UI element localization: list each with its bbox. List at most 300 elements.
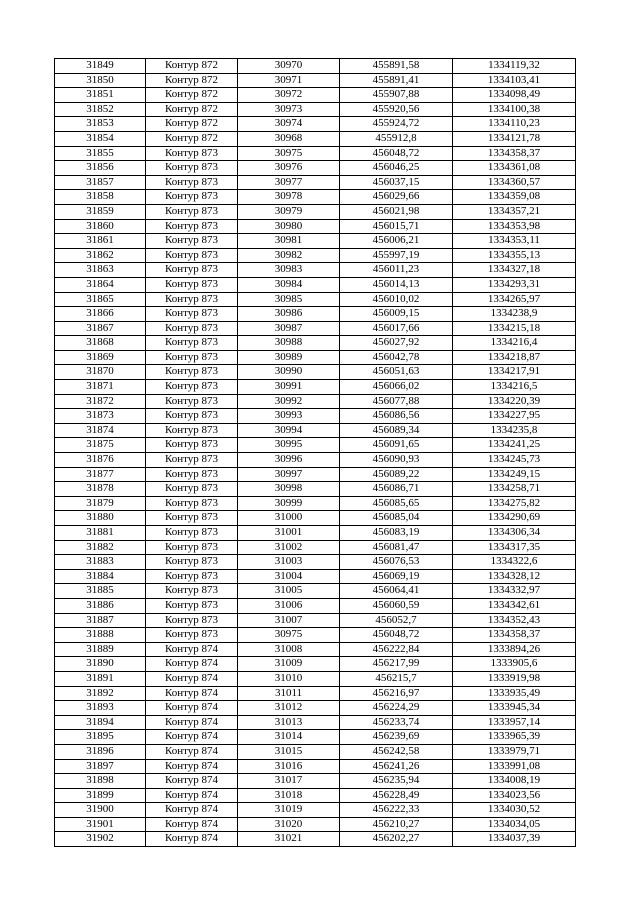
contour-name-cell: Контур 872 — [146, 102, 238, 117]
contour-name-cell: Контур 873 — [146, 613, 238, 628]
x-coordinate-cell: 456042,78 — [340, 350, 453, 365]
vertex-number-cell: 31002 — [238, 540, 340, 555]
vertex-number-cell: 30975 — [238, 146, 340, 161]
contour-name-cell: Контур 874 — [146, 832, 238, 847]
coordinates-table — [54, 58, 576, 847]
point-number-cell: 31871 — [55, 380, 146, 395]
y-coordinate-cell: 1334245,73 — [453, 453, 576, 468]
contour-name-cell: Контур 872 — [146, 131, 238, 146]
vertex-number-cell: 31004 — [238, 569, 340, 584]
table-row — [55, 336, 576, 351]
vertex-number-cell: 31014 — [238, 730, 340, 745]
vertex-number-cell: 30981 — [238, 234, 340, 249]
x-coordinate-cell: 455920,56 — [340, 102, 453, 117]
vertex-number-cell: 30993 — [238, 409, 340, 424]
contour-name-cell: Контур 874 — [146, 744, 238, 759]
contour-name-cell: Контур 873 — [146, 380, 238, 395]
contour-name-cell: Контур 874 — [146, 730, 238, 745]
x-coordinate-cell: 456202,27 — [340, 832, 453, 847]
x-coordinate-cell: 456217,99 — [340, 657, 453, 672]
table-row — [55, 598, 576, 613]
x-coordinate-cell: 456006,21 — [340, 234, 453, 249]
vertex-number-cell: 30970 — [238, 59, 340, 74]
contour-name-cell: Контур 873 — [146, 263, 238, 278]
point-number-cell: 31895 — [55, 730, 146, 745]
contour-name-cell: Контур 873 — [146, 234, 238, 249]
y-coordinate-cell: 1334215,18 — [453, 321, 576, 336]
table-row — [55, 642, 576, 657]
point-number-cell: 31887 — [55, 613, 146, 628]
table-row — [55, 832, 576, 847]
y-coordinate-cell: 1334358,37 — [453, 628, 576, 643]
point-number-cell: 31889 — [55, 642, 146, 657]
contour-name-cell: Контур 873 — [146, 482, 238, 497]
point-number-cell: 31883 — [55, 555, 146, 570]
table-row — [55, 701, 576, 716]
contour-name-cell: Контур 874 — [146, 657, 238, 672]
x-coordinate-cell: 455912,8 — [340, 131, 453, 146]
x-coordinate-cell: 456046,25 — [340, 161, 453, 176]
point-number-cell: 31867 — [55, 321, 146, 336]
y-coordinate-cell: 1334342,61 — [453, 598, 576, 613]
y-coordinate-cell: 1333905,6 — [453, 657, 576, 672]
point-number-cell: 31865 — [55, 292, 146, 307]
point-number-cell: 31892 — [55, 686, 146, 701]
y-coordinate-cell: 1334359,08 — [453, 190, 576, 205]
y-coordinate-cell: 1334275,82 — [453, 496, 576, 511]
vertex-number-cell: 30992 — [238, 394, 340, 409]
point-number-cell: 31855 — [55, 146, 146, 161]
x-coordinate-cell: 456066,02 — [340, 380, 453, 395]
vertex-number-cell: 30985 — [238, 292, 340, 307]
point-number-cell: 31882 — [55, 540, 146, 555]
contour-name-cell: Контур 873 — [146, 409, 238, 424]
contour-name-cell: Контур 873 — [146, 569, 238, 584]
y-coordinate-cell: 1334034,05 — [453, 817, 576, 832]
vertex-number-cell: 31008 — [238, 642, 340, 657]
vertex-number-cell: 30976 — [238, 161, 340, 176]
x-coordinate-cell: 456015,71 — [340, 219, 453, 234]
table-row — [55, 161, 576, 176]
x-coordinate-cell: 456076,53 — [340, 555, 453, 570]
table-row — [55, 540, 576, 555]
y-coordinate-cell: 1334293,31 — [453, 277, 576, 292]
x-coordinate-cell: 456233,74 — [340, 715, 453, 730]
table-row — [55, 715, 576, 730]
vertex-number-cell: 30990 — [238, 365, 340, 380]
vertex-number-cell: 31003 — [238, 555, 340, 570]
point-number-cell: 31878 — [55, 482, 146, 497]
vertex-number-cell: 30995 — [238, 438, 340, 453]
y-coordinate-cell: 1334238,9 — [453, 307, 576, 322]
x-coordinate-cell: 456051,63 — [340, 365, 453, 380]
table-row — [55, 59, 576, 74]
y-coordinate-cell: 1334249,15 — [453, 467, 576, 482]
table-row — [55, 467, 576, 482]
table-row — [55, 190, 576, 205]
y-coordinate-cell: 1334235,8 — [453, 423, 576, 438]
x-coordinate-cell: 455997,19 — [340, 248, 453, 263]
vertex-number-cell: 31001 — [238, 526, 340, 541]
contour-name-cell: Контур 873 — [146, 190, 238, 205]
vertex-number-cell: 30968 — [238, 131, 340, 146]
table-row — [55, 175, 576, 190]
y-coordinate-cell: 1334098,49 — [453, 88, 576, 103]
contour-name-cell: Контур 873 — [146, 292, 238, 307]
point-number-cell: 31881 — [55, 526, 146, 541]
x-coordinate-cell: 456060,59 — [340, 598, 453, 613]
x-coordinate-cell: 456009,15 — [340, 307, 453, 322]
table-row — [55, 350, 576, 365]
y-coordinate-cell: 1334216,5 — [453, 380, 576, 395]
y-coordinate-cell: 1334322,6 — [453, 555, 576, 570]
vertex-number-cell: 30978 — [238, 190, 340, 205]
table-row — [55, 555, 576, 570]
x-coordinate-cell: 456064,41 — [340, 584, 453, 599]
point-number-cell: 31897 — [55, 759, 146, 774]
table-row — [55, 453, 576, 468]
y-coordinate-cell: 1334241,25 — [453, 438, 576, 453]
contour-name-cell: Контур 874 — [146, 759, 238, 774]
contour-name-cell: Контур 874 — [146, 715, 238, 730]
vertex-number-cell: 31015 — [238, 744, 340, 759]
table-row — [55, 365, 576, 380]
y-coordinate-cell: 1334030,52 — [453, 803, 576, 818]
y-coordinate-cell: 1334352,43 — [453, 613, 576, 628]
vertex-number-cell: 31016 — [238, 759, 340, 774]
contour-name-cell: Контур 874 — [146, 774, 238, 789]
table-row — [55, 88, 576, 103]
table-row — [55, 730, 576, 745]
point-number-cell: 31849 — [55, 59, 146, 74]
x-coordinate-cell: 455907,88 — [340, 88, 453, 103]
point-number-cell: 31896 — [55, 744, 146, 759]
point-number-cell: 31857 — [55, 175, 146, 190]
y-coordinate-cell: 1334355,13 — [453, 248, 576, 263]
y-coordinate-cell: 1334037,39 — [453, 832, 576, 847]
x-coordinate-cell: 456048,72 — [340, 628, 453, 643]
x-coordinate-cell: 456089,22 — [340, 467, 453, 482]
contour-name-cell: Контур 873 — [146, 321, 238, 336]
table-row — [55, 817, 576, 832]
y-coordinate-cell: 1333991,08 — [453, 759, 576, 774]
y-coordinate-cell: 1334306,34 — [453, 526, 576, 541]
table-row — [55, 146, 576, 161]
y-coordinate-cell: 1333957,14 — [453, 715, 576, 730]
y-coordinate-cell: 1333945,34 — [453, 701, 576, 716]
vertex-number-cell: 30979 — [238, 204, 340, 219]
vertex-number-cell: 30974 — [238, 117, 340, 132]
table-row — [55, 234, 576, 249]
vertex-number-cell: 31006 — [238, 598, 340, 613]
point-number-cell: 31899 — [55, 788, 146, 803]
table-row — [55, 307, 576, 322]
table-row — [55, 117, 576, 132]
vertex-number-cell: 31021 — [238, 832, 340, 847]
contour-name-cell: Контур 874 — [146, 788, 238, 803]
vertex-number-cell: 30982 — [238, 248, 340, 263]
x-coordinate-cell: 456235,94 — [340, 774, 453, 789]
x-coordinate-cell: 455891,58 — [340, 59, 453, 74]
point-number-cell: 31858 — [55, 190, 146, 205]
x-coordinate-cell: 456021,98 — [340, 204, 453, 219]
y-coordinate-cell: 1333965,39 — [453, 730, 576, 745]
vertex-number-cell: 31010 — [238, 671, 340, 686]
x-coordinate-cell: 456069,19 — [340, 569, 453, 584]
point-number-cell: 31877 — [55, 467, 146, 482]
x-coordinate-cell: 456011,23 — [340, 263, 453, 278]
y-coordinate-cell: 1334357,21 — [453, 204, 576, 219]
contour-name-cell: Контур 874 — [146, 671, 238, 686]
vertex-number-cell: 30996 — [238, 453, 340, 468]
x-coordinate-cell: 456037,15 — [340, 175, 453, 190]
y-coordinate-cell: 1334008,19 — [453, 774, 576, 789]
table-row — [55, 584, 576, 599]
y-coordinate-cell: 1333894,26 — [453, 642, 576, 657]
x-coordinate-cell: 456090,93 — [340, 453, 453, 468]
table-row — [55, 248, 576, 263]
point-number-cell: 31863 — [55, 263, 146, 278]
contour-name-cell: Контур 873 — [146, 628, 238, 643]
x-coordinate-cell: 456014,13 — [340, 277, 453, 292]
vertex-number-cell: 31020 — [238, 817, 340, 832]
contour-name-cell: Контур 873 — [146, 467, 238, 482]
vertex-number-cell: 31009 — [238, 657, 340, 672]
y-coordinate-cell: 1334216,4 — [453, 336, 576, 351]
x-coordinate-cell: 456089,34 — [340, 423, 453, 438]
y-coordinate-cell: 1334103,41 — [453, 73, 576, 88]
y-coordinate-cell: 1334360,57 — [453, 175, 576, 190]
y-coordinate-cell: 1334258,71 — [453, 482, 576, 497]
table-row — [55, 657, 576, 672]
contour-name-cell: Контур 873 — [146, 453, 238, 468]
x-coordinate-cell: 455924,72 — [340, 117, 453, 132]
point-number-cell: 31873 — [55, 409, 146, 424]
vertex-number-cell: 30971 — [238, 73, 340, 88]
point-number-cell: 31869 — [55, 350, 146, 365]
y-coordinate-cell: 1334220,39 — [453, 394, 576, 409]
table-row — [55, 686, 576, 701]
vertex-number-cell: 30983 — [238, 263, 340, 278]
table-row — [55, 744, 576, 759]
contour-name-cell: Контур 872 — [146, 73, 238, 88]
table-row — [55, 496, 576, 511]
point-number-cell: 31898 — [55, 774, 146, 789]
point-number-cell: 31901 — [55, 817, 146, 832]
point-number-cell: 31875 — [55, 438, 146, 453]
table-row — [55, 394, 576, 409]
contour-name-cell: Контур 873 — [146, 598, 238, 613]
table-row — [55, 263, 576, 278]
contour-name-cell: Контур 873 — [146, 555, 238, 570]
x-coordinate-cell: 456228,49 — [340, 788, 453, 803]
table-row — [55, 292, 576, 307]
table-row — [55, 277, 576, 292]
table-row — [55, 409, 576, 424]
point-number-cell: 31902 — [55, 832, 146, 847]
contour-name-cell: Контур 873 — [146, 175, 238, 190]
table-row — [55, 803, 576, 818]
table-row — [55, 759, 576, 774]
y-coordinate-cell: 1334110,23 — [453, 117, 576, 132]
vertex-number-cell: 31017 — [238, 774, 340, 789]
point-number-cell: 31868 — [55, 336, 146, 351]
y-coordinate-cell: 1334121,78 — [453, 131, 576, 146]
vertex-number-cell: 31000 — [238, 511, 340, 526]
y-coordinate-cell: 1334265,97 — [453, 292, 576, 307]
vertex-number-cell: 31019 — [238, 803, 340, 818]
point-number-cell: 31876 — [55, 453, 146, 468]
vertex-number-cell: 30994 — [238, 423, 340, 438]
table-row — [55, 321, 576, 336]
table-row — [55, 569, 576, 584]
point-number-cell: 31862 — [55, 248, 146, 263]
contour-name-cell: Контур 873 — [146, 350, 238, 365]
x-coordinate-cell: 456086,56 — [340, 409, 453, 424]
point-number-cell: 31854 — [55, 131, 146, 146]
point-number-cell: 31872 — [55, 394, 146, 409]
x-coordinate-cell: 456052,7 — [340, 613, 453, 628]
y-coordinate-cell: 1334218,87 — [453, 350, 576, 365]
vertex-number-cell: 30975 — [238, 628, 340, 643]
x-coordinate-cell: 456083,19 — [340, 526, 453, 541]
table-row — [55, 204, 576, 219]
point-number-cell: 31870 — [55, 365, 146, 380]
point-number-cell: 31900 — [55, 803, 146, 818]
vertex-number-cell: 31005 — [238, 584, 340, 599]
x-coordinate-cell: 456215,7 — [340, 671, 453, 686]
x-coordinate-cell: 456222,33 — [340, 803, 453, 818]
table-row — [55, 628, 576, 643]
contour-name-cell: Контур 872 — [146, 59, 238, 74]
x-coordinate-cell: 456085,65 — [340, 496, 453, 511]
vertex-number-cell: 30989 — [238, 350, 340, 365]
point-number-cell: 31893 — [55, 701, 146, 716]
y-coordinate-cell: 1334353,11 — [453, 234, 576, 249]
contour-name-cell: Контур 873 — [146, 277, 238, 292]
y-coordinate-cell: 1334361,08 — [453, 161, 576, 176]
contour-name-cell: Контур 873 — [146, 394, 238, 409]
y-coordinate-cell: 1334023,56 — [453, 788, 576, 803]
point-number-cell: 31890 — [55, 657, 146, 672]
table-row — [55, 102, 576, 117]
table-row — [55, 380, 576, 395]
y-coordinate-cell: 1334119,32 — [453, 59, 576, 74]
point-number-cell: 31866 — [55, 307, 146, 322]
x-coordinate-cell: 456224,29 — [340, 701, 453, 716]
table-row — [55, 613, 576, 628]
x-coordinate-cell: 456081,47 — [340, 540, 453, 555]
point-number-cell: 31860 — [55, 219, 146, 234]
vertex-number-cell: 31013 — [238, 715, 340, 730]
y-coordinate-cell: 1333919,98 — [453, 671, 576, 686]
vertex-number-cell: 30973 — [238, 102, 340, 117]
point-number-cell: 31851 — [55, 88, 146, 103]
y-coordinate-cell: 1334328,12 — [453, 569, 576, 584]
y-coordinate-cell: 1334332,97 — [453, 584, 576, 599]
x-coordinate-cell: 456241,26 — [340, 759, 453, 774]
contour-name-cell: Контур 873 — [146, 511, 238, 526]
y-coordinate-cell: 1334290,69 — [453, 511, 576, 526]
contour-name-cell: Контур 873 — [146, 307, 238, 322]
x-coordinate-cell: 456210,27 — [340, 817, 453, 832]
contour-name-cell: Контур 873 — [146, 365, 238, 380]
x-coordinate-cell: 456242,58 — [340, 744, 453, 759]
x-coordinate-cell: 456010,02 — [340, 292, 453, 307]
contour-name-cell: Контур 874 — [146, 817, 238, 832]
point-number-cell: 31852 — [55, 102, 146, 117]
table-row — [55, 788, 576, 803]
contour-name-cell: Контур 873 — [146, 204, 238, 219]
table-row — [55, 774, 576, 789]
y-coordinate-cell: 1334317,35 — [453, 540, 576, 555]
table-row — [55, 482, 576, 497]
point-number-cell: 31874 — [55, 423, 146, 438]
vertex-number-cell: 30991 — [238, 380, 340, 395]
x-coordinate-cell: 456239,69 — [340, 730, 453, 745]
x-coordinate-cell: 456216,97 — [340, 686, 453, 701]
contour-name-cell: Контур 873 — [146, 248, 238, 263]
vertex-number-cell: 30980 — [238, 219, 340, 234]
point-number-cell: 31885 — [55, 584, 146, 599]
point-number-cell: 31859 — [55, 204, 146, 219]
coordinates-table-body — [55, 59, 576, 847]
contour-name-cell: Контур 873 — [146, 161, 238, 176]
point-number-cell: 31888 — [55, 628, 146, 643]
point-number-cell: 31894 — [55, 715, 146, 730]
y-coordinate-cell: 1333979,71 — [453, 744, 576, 759]
point-number-cell: 31886 — [55, 598, 146, 613]
x-coordinate-cell: 456029,66 — [340, 190, 453, 205]
point-number-cell: 31880 — [55, 511, 146, 526]
point-number-cell: 31853 — [55, 117, 146, 132]
x-coordinate-cell: 456222,84 — [340, 642, 453, 657]
vertex-number-cell: 31018 — [238, 788, 340, 803]
vertex-number-cell: 31007 — [238, 613, 340, 628]
vertex-number-cell: 30998 — [238, 482, 340, 497]
y-coordinate-cell: 1334227,95 — [453, 409, 576, 424]
vertex-number-cell: 30972 — [238, 88, 340, 103]
x-coordinate-cell: 456077,88 — [340, 394, 453, 409]
contour-name-cell: Контур 872 — [146, 88, 238, 103]
x-coordinate-cell: 456085,04 — [340, 511, 453, 526]
contour-name-cell: Контур 874 — [146, 701, 238, 716]
x-coordinate-cell: 456027,92 — [340, 336, 453, 351]
point-number-cell: 31850 — [55, 73, 146, 88]
table-row — [55, 219, 576, 234]
contour-name-cell: Контур 873 — [146, 526, 238, 541]
table-row — [55, 73, 576, 88]
contour-name-cell: Контур 874 — [146, 642, 238, 657]
contour-name-cell: Контур 873 — [146, 146, 238, 161]
contour-name-cell: Контур 873 — [146, 423, 238, 438]
vertex-number-cell: 31012 — [238, 701, 340, 716]
contour-name-cell: Контур 873 — [146, 496, 238, 511]
contour-name-cell: Контур 873 — [146, 540, 238, 555]
table-row — [55, 438, 576, 453]
vertex-number-cell: 30986 — [238, 307, 340, 322]
point-number-cell: 31884 — [55, 569, 146, 584]
x-coordinate-cell: 456091,65 — [340, 438, 453, 453]
point-number-cell: 31891 — [55, 671, 146, 686]
contour-name-cell: Контур 873 — [146, 584, 238, 599]
point-number-cell: 31856 — [55, 161, 146, 176]
table-row — [55, 511, 576, 526]
point-number-cell: 31879 — [55, 496, 146, 511]
y-coordinate-cell: 1334217,91 — [453, 365, 576, 380]
contour-name-cell: Контур 874 — [146, 686, 238, 701]
x-coordinate-cell: 455891,41 — [340, 73, 453, 88]
